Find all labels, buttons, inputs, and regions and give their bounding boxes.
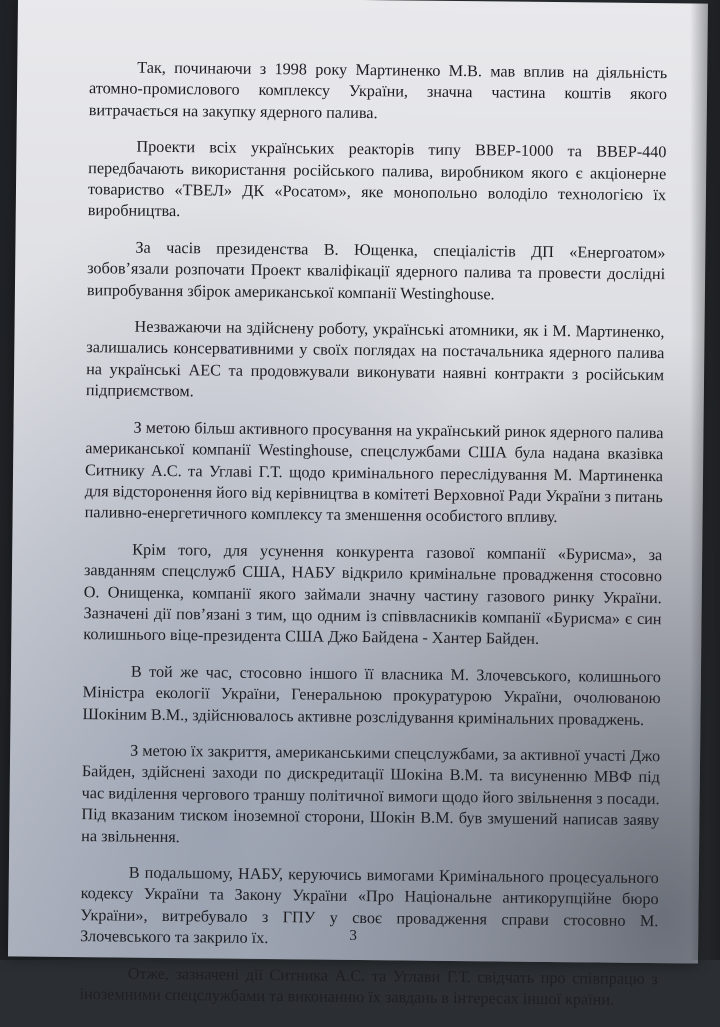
document-page (8, 0, 708, 1009)
paragraph-3: За часів президенства В. Ющенка, спеціалістів ДП «Енергоатом» зобов’язали розпочати Проект кваліфікації ядерного палива та провести дослідні випробування збірок американської компанії Westinghouse. (86, 238, 666, 304)
document-body (79, 57, 667, 1026)
paragraph-8: З метою їх закриття, американськими спецслужбами, за активної участі Джо Байден, здійснені заходи по дискредитації Шокіна В.М. та висуненню МВФ під час виділення чергового траншу політичної вимоги щодо його звільнення з посади. Під вказаним тиском іноземної сторони, Шокін В.М. був змушений написав заяву на звільнення. (81, 741, 661, 846)
paragraph-1: Так, починаючи з 1998 року Мартиненко М.В. мав вплив на діяльність атомно-промислового комплексу України, значна частина коштів якого витрачається на закупку ядерного палива. (88, 58, 668, 122)
paragraph-6: Крім того, для усунення конкурента газової компанії «Бурисма», за завданням спецслужб США, НАБУ відкрило кримінальне провадження стосовно О. Онищенка, компанії якого займали значну частину газового ринку України. Зазначені дії пов’язані з тим, що одним із співвласників компанії «Бурисма» є син колишнього віце-президента США Джо Байдена - Хантер Байден. (83, 540, 663, 649)
paragraph-5: З метою більш активного просування на український ринок ядерного палива американської компанії Westinghouse, спецслужбами США була надана вказівка Ситнику А.С. та Углаві Г.Т. щодо кримінального переслідування М. Мартиненка для відсторонення його від керівництва в комітеті Верховної Ради України з питань паливно-енергетичного комплексу та зменшення особистого впливу. (84, 418, 664, 527)
page-number: 3 (349, 927, 358, 944)
paragraph-4: Незважаючи на здійснену роботу, українські атомники, як і М. Мартиненко, залишались консервативними у своїх поглядах на постачальника ядерного палива на українські АЕС та продовжували виконувати наявні контракти з російським підприємством. (85, 317, 665, 401)
paragraph-7: В той же час, стосовно іншого її власника М. Злочевського, колишнього Міністра екології України, Генеральною прокуратурою України, очолюваною Шокіним В.М., здійснювалось активне розслідування кримінальних проваджень. (82, 662, 662, 729)
paragraph-9: В подальшому, НАБУ, керуючись вимогами Кримінального процесуального кодексу України та Закону України «Про Національне антикорупційне бюро України», витребувало з ГПУ у своє провадження справи стосовно М. Злочевського та закрило їх. (80, 863, 659, 948)
paragraph-2: Проекти всіх українських реакторів типу ВВЕР-1000 та ВВЕР-440 передбачають використання російського палива, виробником якого є акціонерне товариство «ТВЕЛ» ДК «Росатом», яке монопольно володіло технологією їх виробництва. (87, 137, 667, 221)
paragraph-10: Отже, зазначені дії Ситника А.С. та Углави Г.Т. свідчать про співпрацю з іноземними спецслужбами та виконанню їх завдань в інтересах іншої країни. (79, 964, 658, 1009)
